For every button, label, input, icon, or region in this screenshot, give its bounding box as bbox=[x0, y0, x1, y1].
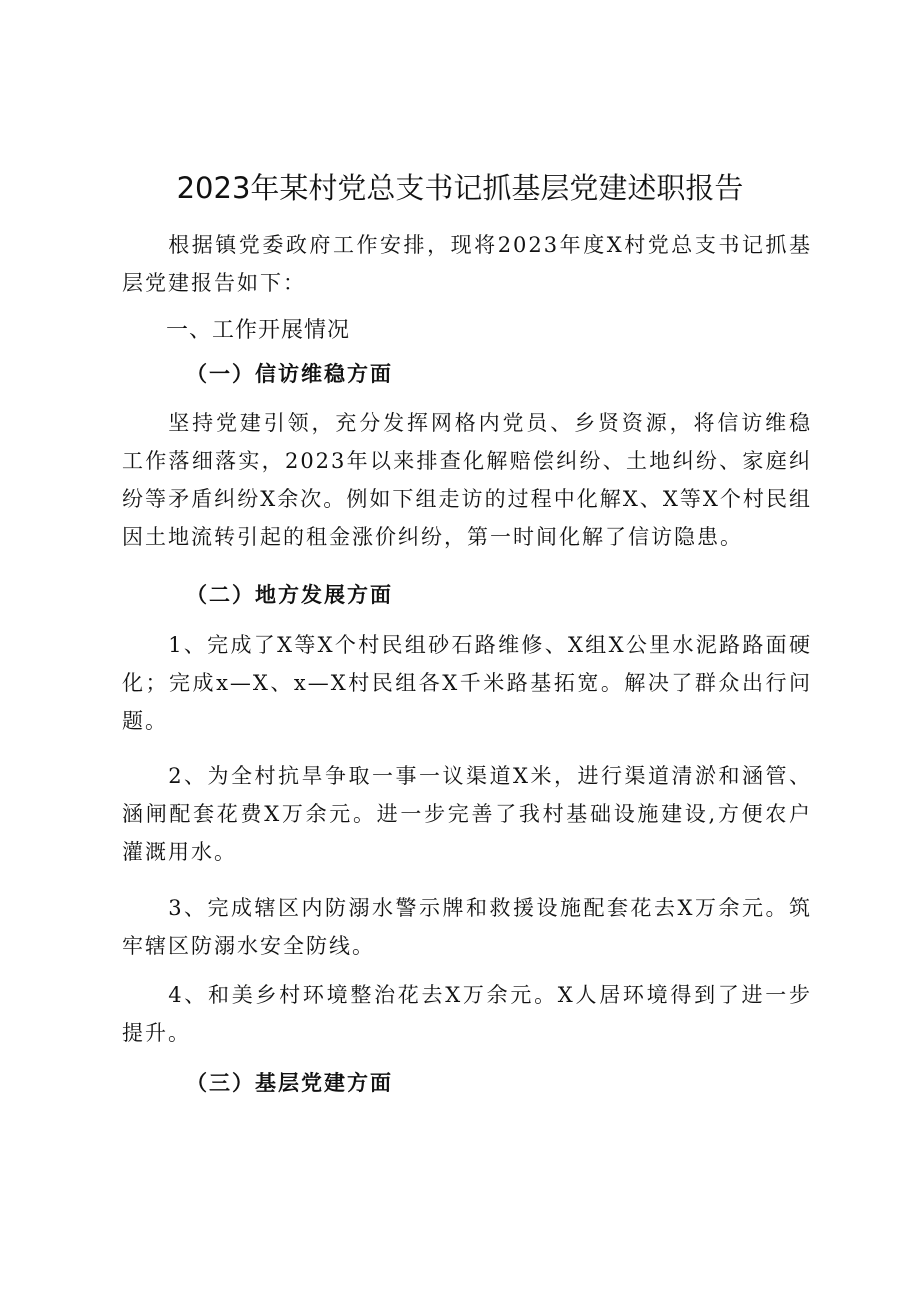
document-title: 2023年某村党总支书记抓基层党建述职报告 bbox=[176, 171, 744, 205]
subsection-heading-petition-stability: （一）信访维稳方面 bbox=[186, 361, 393, 386]
development-item-4: 4、和美乡村环境整治花去X万余元。X人居环境得到了进一步提升。 bbox=[122, 983, 812, 1045]
development-item-2: 2、为全村抗旱争取一事一议渠道X米，进行渠道清淤和涵管、涵闸配套花费X万余元。进一步完善了我村基础设施建设,方便农户灌溉用水。 bbox=[122, 764, 812, 864]
subsection-heading-local-development: （二）地方发展方面 bbox=[186, 582, 393, 607]
development-item-1: 1、完成了X等X个村民组砂石路维修、X组X公里水泥路路面硬化；完成x—X、x—X村民组各X千米路基拓宽。解决了群众出行问题。 bbox=[122, 633, 812, 733]
petition-stability-paragraph: 坚持党建引领，充分发挥网格内党员、乡贤资源，将信访维稳工作落细落实，2023年以来排查化解赔偿纠纷、土地纠纷、家庭纠纷等矛盾纠纷X余次。例如下组走访的过程中化解X、X等X个村民组因土地流转引起的租金涨价纠纷，第一时间化解了信访隐患。 bbox=[122, 411, 812, 549]
section-heading-work-progress: 一、工作开展情况 bbox=[166, 318, 351, 343]
development-item-3: 3、完成辖区内防溺水警示牌和救援设施配套花去X万余元。筑牢辖区防溺水安全防线。 bbox=[122, 896, 812, 958]
subsection-heading-grassroots-party: （三）基层党建方面 bbox=[186, 1070, 393, 1095]
intro-paragraph: 根据镇党委政府工作安排，现将2023年度X村党总支书记抓基层党建报告如下： bbox=[122, 233, 812, 295]
